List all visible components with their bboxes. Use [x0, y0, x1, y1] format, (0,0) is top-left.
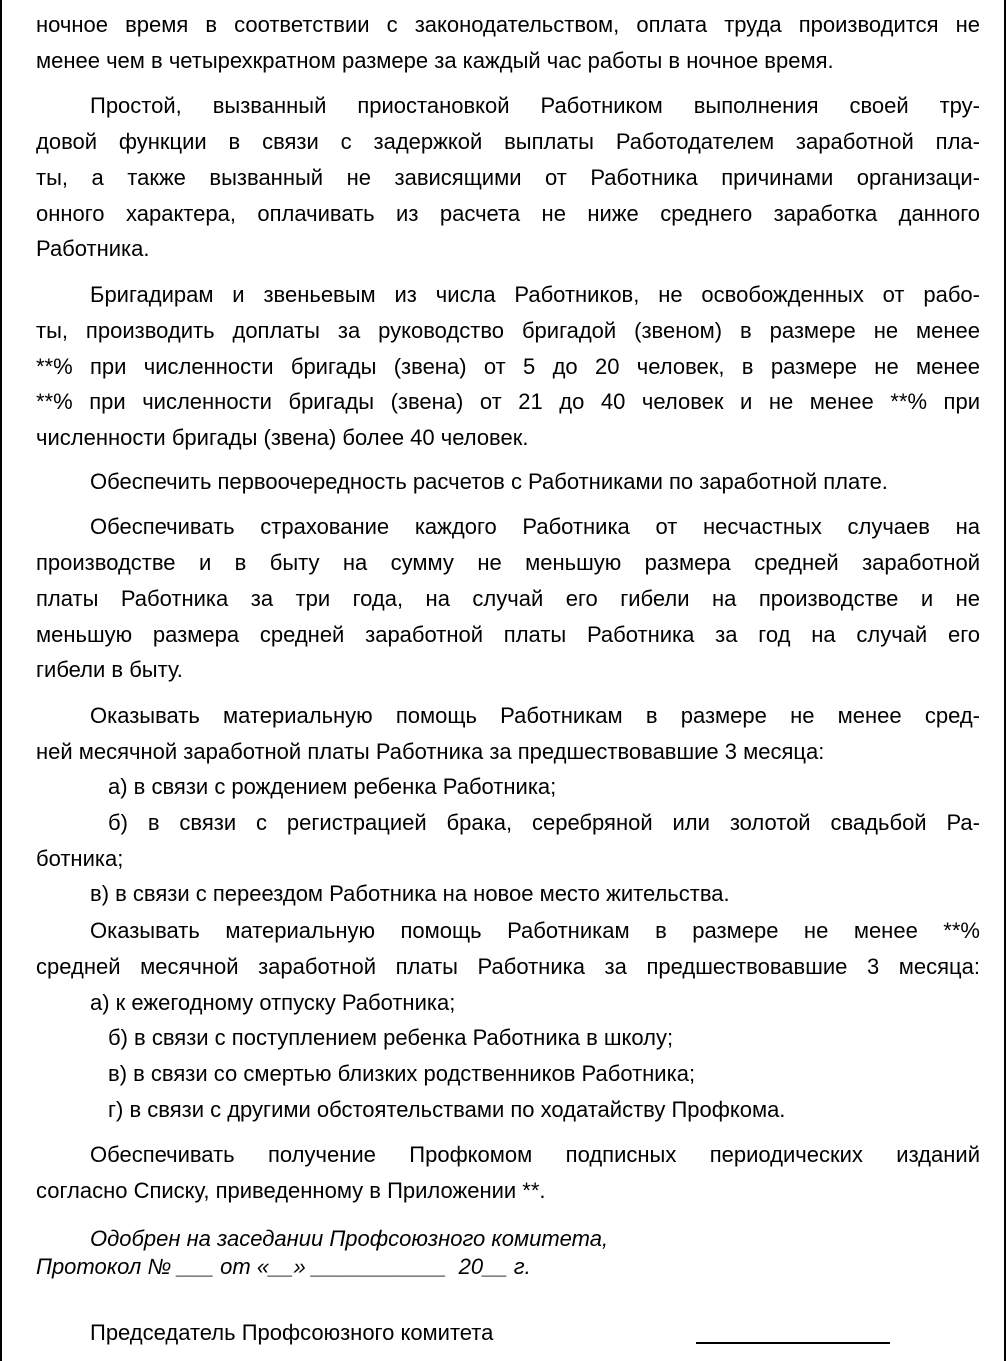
- text-line: меньшую размера средней заработной платы Работника за год на случай его: [36, 622, 980, 647]
- text-line: Оказывать материальную помощь Работникам в размере не менее сред-: [90, 703, 980, 728]
- text-line: **% при численности бригады (звена) от 5 до 20 человек, в размере не менее: [36, 354, 980, 379]
- text-line: ты, а также вызванный не зависящими от Работника причинами организаци-: [36, 165, 980, 190]
- text-line: онного характера, оплачивать из расчета не ниже среднего заработка данного: [36, 201, 980, 226]
- text-line: средней месячной заработной платы Работника за предшествовавшие 3 месяца:: [36, 954, 980, 979]
- text-line: согласно Списку, приведенному в Приложении **.: [36, 1178, 546, 1203]
- text-line: Бригадирам и звеньевым из числа Работников, не освобожденных от рабо-: [90, 282, 980, 307]
- text-line: Обеспечивать страхование каждого Работника от несчастных случаев на: [90, 514, 980, 539]
- list-item: а) в связи с рождением ребенка Работника;: [108, 774, 557, 799]
- list-item: ботника;: [36, 846, 124, 871]
- text-line: Работника.: [36, 236, 150, 261]
- text-line: гибели в быту.: [36, 657, 183, 682]
- text-line: Оказывать материальную помощь Работникам в размере не менее **%: [90, 918, 980, 943]
- signature-line: [696, 1342, 890, 1344]
- text-line: Простой, вызванный приостановкой Работником выполнения своей тру-: [90, 93, 980, 118]
- text-line: Обеспечить первоочередность расчетов с Работниками по заработной плате.: [90, 469, 888, 494]
- list-item: а) к ежегодному отпуску Работника;: [90, 990, 456, 1015]
- list-item: в) в связи с переездом Работника на новое место жительства.: [90, 881, 730, 906]
- text-line: менее чем в четырехкратном размере за каждый час работы в ночное время.: [36, 48, 834, 73]
- list-item: б) в связи с регистрацией брака, серебряной или золотой свадьбой Ра-: [108, 810, 980, 835]
- text-line: численности бригады (звена) более 40 человек.: [36, 425, 529, 450]
- text-line: **% при численности бригады (звена) от 21 до 40 человек и не менее **% при: [36, 389, 980, 414]
- text-line: ней месячной заработной платы Работника за предшествовавшие 3 месяца:: [36, 739, 825, 764]
- text-line: ты, производить доплаты за руководство бригадой (звеном) в размере не менее: [36, 318, 980, 343]
- text-line: Обеспечивать получение Профкомом подписных периодических изданий: [90, 1142, 980, 1167]
- chairman-signature-label: Председатель Профсоюзного комитета: [90, 1320, 494, 1345]
- text-line: производстве и в быту на сумму не меньшую размера средней заработной: [36, 550, 980, 575]
- list-item: б) в связи с поступлением ребенка Работника в школу;: [108, 1025, 674, 1050]
- text-line: платы Работника за три года, на случай его гибели на производстве и не: [36, 586, 980, 611]
- list-item: г) в связи с другими обстоятельствами по ходатайству Профкома.: [108, 1097, 786, 1122]
- text-line: довой функции в связи с задержкой выплаты Работодателем заработной пла-: [36, 129, 980, 154]
- approval-note: Одобрен на заседании Профсоюзного комитета,: [90, 1226, 609, 1251]
- list-item: в) в связи со смертью близких родственников Работника;: [108, 1061, 696, 1086]
- text-line: ночное время в соответствии с законодательством, оплата труда производится не: [36, 12, 980, 37]
- protocol-line: Протокол № ___ от «__» ___________ 20__ г.: [36, 1254, 531, 1279]
